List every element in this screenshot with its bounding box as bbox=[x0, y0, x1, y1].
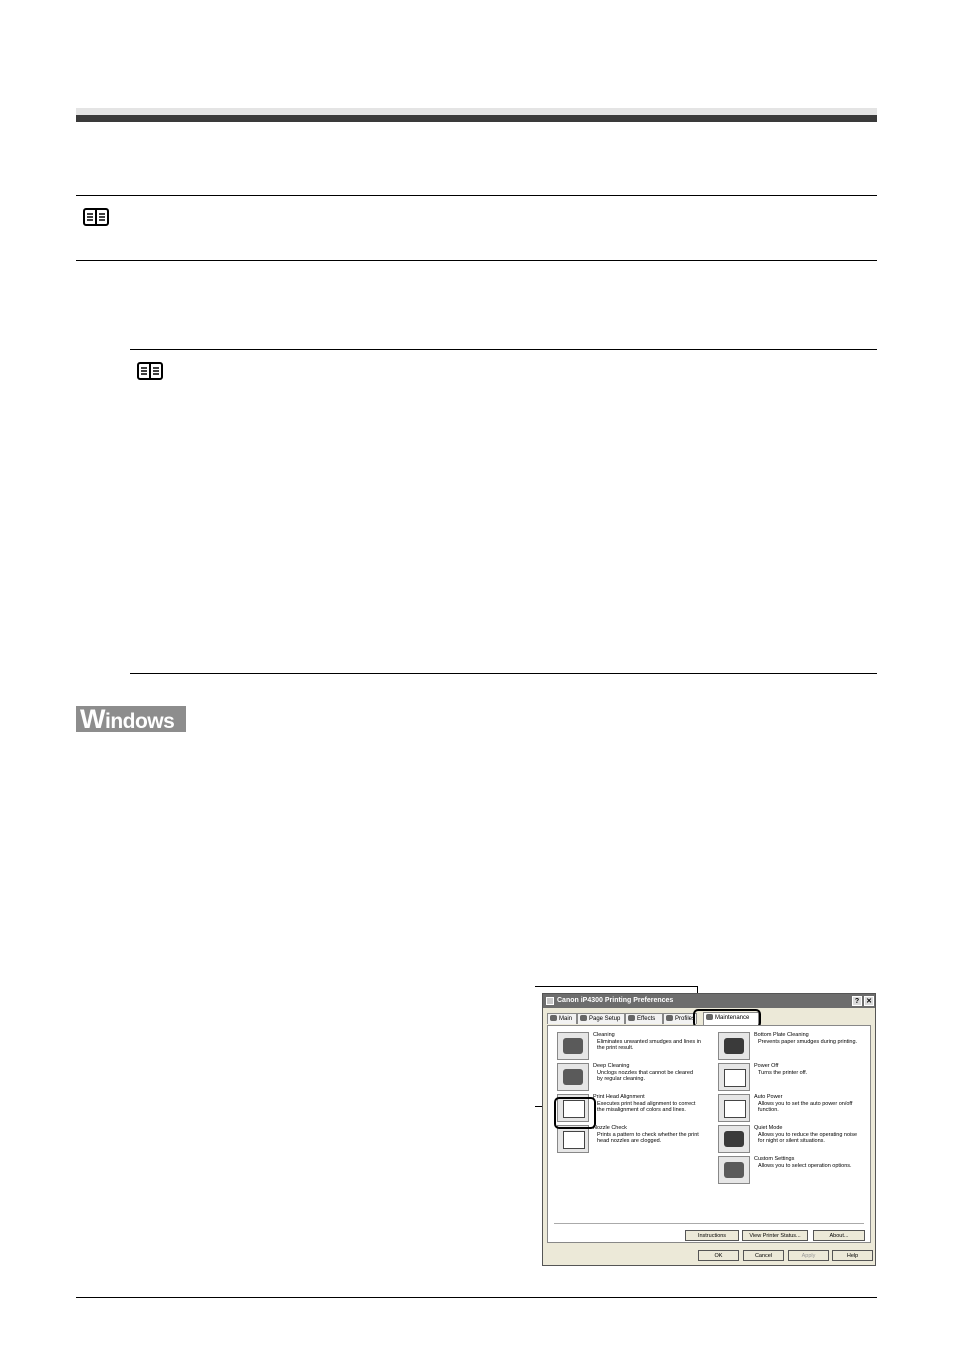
effects-tab-icon bbox=[628, 1015, 635, 1021]
deep-cleaning-title: Deep Cleaning bbox=[593, 1063, 630, 1069]
ok-button[interactable]: OK bbox=[698, 1250, 739, 1261]
quiet-mode-item[interactable] bbox=[718, 1125, 868, 1155]
deep-cleaning-glyph bbox=[563, 1069, 583, 1085]
custom-settings-title: Custom Settings bbox=[754, 1156, 795, 1162]
windows-badge-initial: W bbox=[80, 704, 105, 734]
custom-settings-glyph bbox=[724, 1162, 744, 1178]
tab-page-setup-label: Page Setup bbox=[589, 1016, 621, 1022]
quiet-mode-title: Quiet Mode bbox=[754, 1125, 783, 1131]
nozzle-check-item[interactable] bbox=[557, 1125, 707, 1155]
tab-profiles-label: Profiles bbox=[675, 1016, 696, 1022]
apply-button[interactable]: Apply bbox=[788, 1250, 829, 1261]
tab-main[interactable] bbox=[547, 1013, 577, 1024]
power-off-icon bbox=[718, 1063, 750, 1091]
cleaning-glyph bbox=[563, 1038, 583, 1054]
cleaning-desc: Eliminates unwanted smudges and lines in the print result. bbox=[597, 1038, 701, 1051]
bottom-plate-cleaning-title: Bottom Plate Cleaning bbox=[754, 1032, 809, 1038]
quiet-mode-glyph bbox=[724, 1131, 744, 1147]
deep-cleaning-desc: Unclogs nozzles that cannot be cleared by regular cleaning. bbox=[597, 1069, 694, 1082]
help-title-button[interactable]: ? bbox=[852, 996, 862, 1006]
note2-bottom-rule bbox=[130, 673, 877, 674]
custom-settings-icon bbox=[718, 1156, 750, 1184]
quiet-mode-icon bbox=[718, 1125, 750, 1153]
cleaning-title: Cleaning bbox=[593, 1032, 615, 1038]
custom-settings-item[interactable] bbox=[718, 1156, 868, 1186]
bottom-plate-cleaning-item[interactable] bbox=[718, 1032, 868, 1062]
windows-badge-rest: indows bbox=[104, 710, 175, 733]
power-off-item[interactable] bbox=[718, 1063, 868, 1093]
note-bottom-rule bbox=[76, 260, 877, 261]
tab-effects-label: Effects bbox=[637, 1016, 656, 1022]
bottom-plate-cleaning-desc: Prevents paper smudges during printing. bbox=[758, 1038, 858, 1045]
cancel-button[interactable]: Cancel bbox=[743, 1250, 784, 1261]
print-head-alignment-title: Print Head Alignment bbox=[593, 1094, 645, 1100]
cleaning-item[interactable] bbox=[557, 1032, 707, 1062]
dialog-titlebar bbox=[543, 994, 875, 1008]
alignment-icon-highlight bbox=[554, 1097, 596, 1129]
printer-icon bbox=[546, 997, 554, 1005]
tab-page-setup[interactable] bbox=[577, 1013, 625, 1024]
tab-effects[interactable] bbox=[625, 1013, 663, 1024]
header-bar bbox=[76, 115, 877, 122]
cleaning-icon bbox=[557, 1032, 589, 1060]
panel-separator bbox=[554, 1223, 864, 1224]
print-head-alignment-desc: Executes print head alignment to correct the misalignment of colors and lines. bbox=[597, 1100, 696, 1113]
about-button[interactable]: About... bbox=[813, 1230, 865, 1241]
instructions-button[interactable]: Instructions bbox=[685, 1230, 739, 1241]
maintenance-panel bbox=[547, 1025, 871, 1243]
callout-line-maintenance bbox=[535, 986, 698, 987]
custom-settings-desc: Allows you to select operation options. bbox=[758, 1162, 852, 1169]
close-button[interactable]: ✕ bbox=[864, 996, 874, 1006]
printing-preferences-dialog bbox=[542, 993, 876, 1266]
profiles-tab-icon bbox=[666, 1015, 673, 1021]
note2-top-rule bbox=[130, 349, 877, 350]
auto-power-icon bbox=[718, 1094, 750, 1122]
tab-main-label: Main bbox=[559, 1016, 573, 1022]
nozzle-check-glyph bbox=[563, 1131, 585, 1149]
windows-badge bbox=[76, 706, 186, 732]
power-off-glyph bbox=[724, 1069, 746, 1087]
tab-profiles[interactable] bbox=[663, 1013, 697, 1024]
auto-power-title: Auto Power bbox=[754, 1094, 783, 1100]
power-off-title: Power Off bbox=[754, 1063, 779, 1069]
note-top-rule bbox=[76, 195, 877, 196]
deep-cleaning-icon bbox=[557, 1063, 589, 1091]
dialog-title: Canon iP4300 Printing Preferences bbox=[557, 997, 674, 1004]
auto-power-item[interactable] bbox=[718, 1094, 868, 1124]
quiet-mode-desc: Allows you to reduce the operating noise for night or silent situations. bbox=[758, 1131, 858, 1144]
view-printer-status-button[interactable]: View Printer Status... bbox=[742, 1230, 808, 1241]
header-band bbox=[76, 108, 877, 115]
tab-maintenance-label: Maintenance bbox=[715, 1015, 750, 1021]
deep-cleaning-item[interactable] bbox=[557, 1063, 707, 1093]
power-off-desc: Turns the printer off. bbox=[758, 1069, 808, 1076]
book-icon bbox=[137, 362, 163, 380]
book-icon bbox=[83, 208, 109, 226]
page-setup-tab-icon bbox=[580, 1015, 587, 1021]
auto-power-desc: Allows you to set the auto power on/off function. bbox=[758, 1100, 853, 1113]
nozzle-check-desc: Prints a pattern to check whether the print head nozzles are clogged. bbox=[597, 1131, 699, 1144]
bottom-plate-glyph bbox=[724, 1038, 744, 1054]
bottom-plate-cleaning-icon bbox=[718, 1032, 750, 1060]
nozzle-check-title: Nozzle Check bbox=[593, 1125, 627, 1131]
main-tab-icon bbox=[550, 1015, 557, 1021]
footer-rule bbox=[76, 1297, 877, 1298]
nozzle-check-icon bbox=[557, 1125, 589, 1153]
auto-power-glyph bbox=[724, 1100, 746, 1118]
help-button[interactable]: Help bbox=[832, 1250, 873, 1261]
